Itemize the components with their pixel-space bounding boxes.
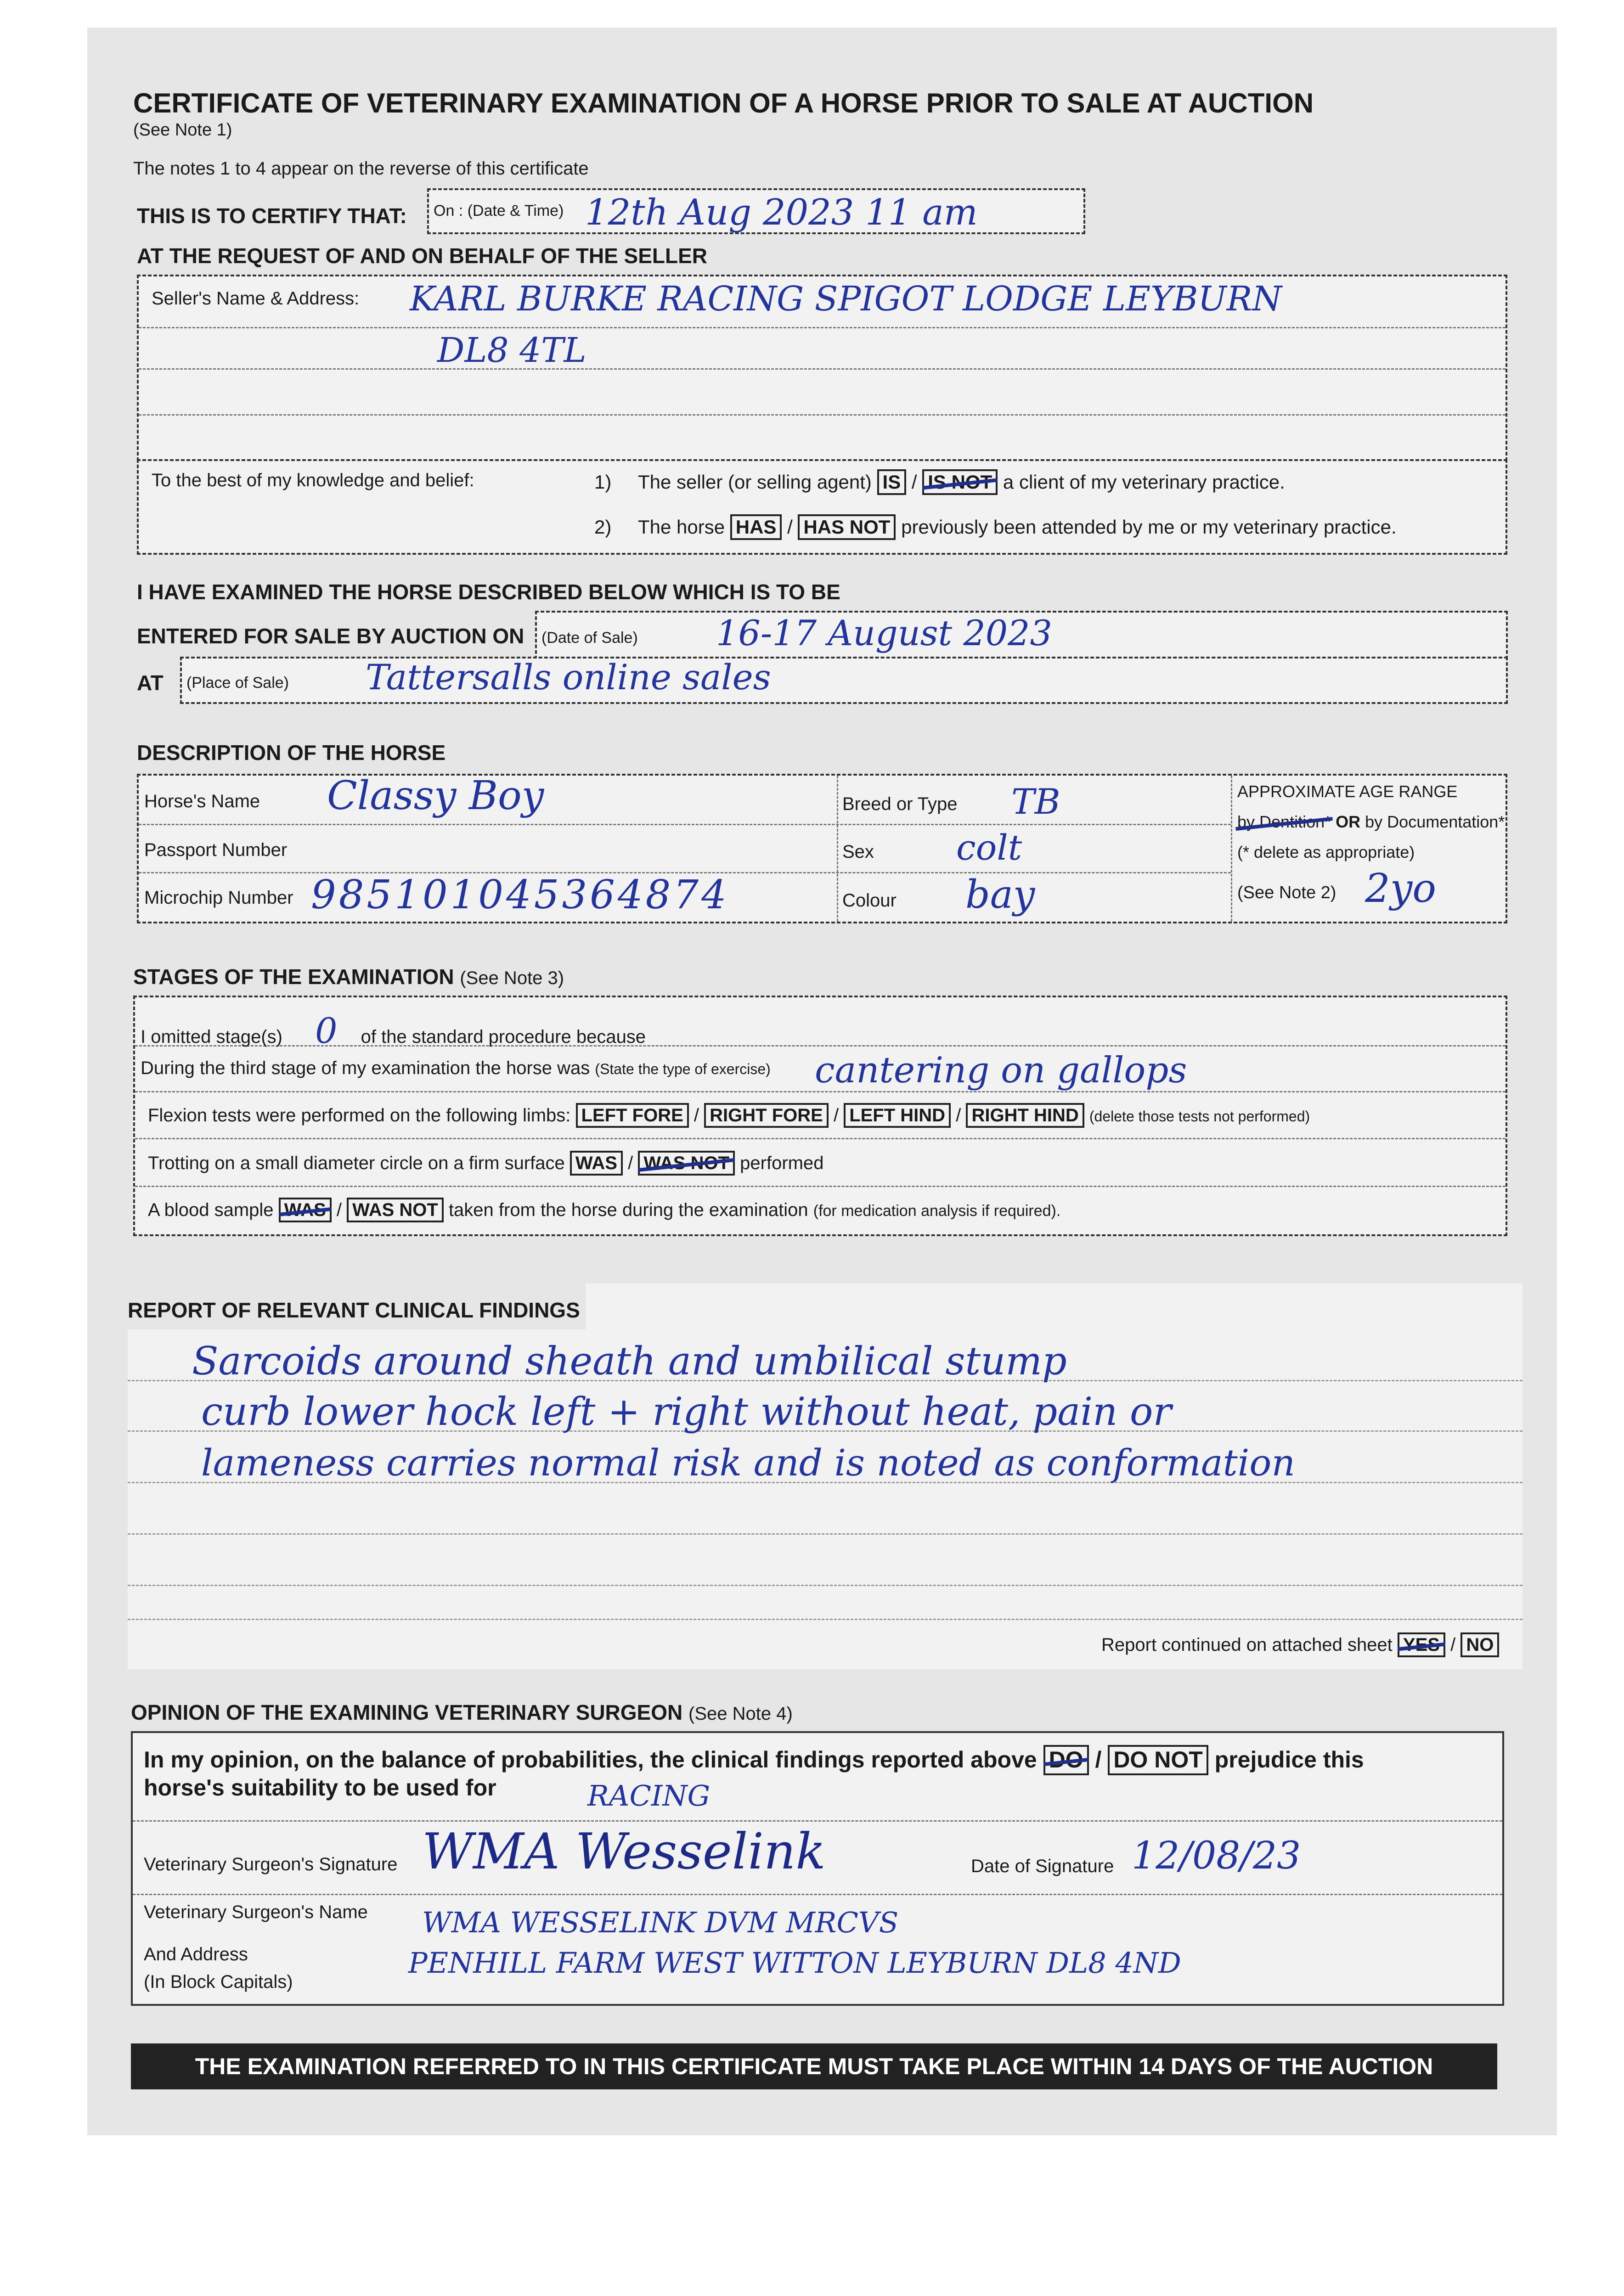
row-divider [135,1186,1506,1187]
sale-date-value: 16-17 August 2023 [716,613,1052,653]
date-time-field[interactable] [427,188,1085,234]
report-line-3[interactable]: lameness carries normal risk and is noted as conformation [201,1441,1295,1484]
stages-heading-row [133,964,564,989]
vet-address-label: And Address [144,1944,248,1964]
item1-number: 1) [594,471,612,493]
microchip-value[interactable]: 985101045364874 [311,872,729,918]
date-time-value: 12th Aug 2023 11 am [585,192,978,233]
report-continued-row [1101,1632,1499,1657]
column-divider [837,776,838,922]
opinion-heading-row [131,1700,793,1725]
omitted-value[interactable]: 0 [315,1010,338,1051]
request-label: AT THE REQUEST OF AND ON BEHALF OF THE SELLER [137,244,707,268]
column-divider [1231,776,1232,922]
breed-label: Breed or Type [842,794,958,814]
seller-line-divider [139,414,1506,416]
item2-text: The horse [637,516,725,538]
by-documentation-option[interactable]: by Documentation* [1365,812,1505,831]
third-stage-row [141,1058,771,1079]
stages-heading-note: (See Note 3) [460,968,564,988]
date-of-signature-label: Date of Signature [971,1856,1114,1876]
age-value[interactable]: 2yo [1365,866,1437,912]
by-dentition-option[interactable]: by Dentition* [1237,812,1331,831]
report-rule [128,1533,1522,1535]
blood-post: taken from the horse during the examination [448,1200,808,1220]
certificate-title: CERTIFICATE OF VETERINARY EXAMINATION OF A HORSE PRIOR TO SALE AT AUCTION [133,88,1314,118]
horse-name-value[interactable]: Classy Boy [327,773,544,819]
item2-number: 2) [594,516,612,538]
continued-yes-option[interactable]: YES [1398,1632,1445,1657]
knowledge-label: To the best of my knowledge and belief: [152,470,474,490]
colour-value[interactable]: bay [965,872,1035,917]
block-capitals-note: (In Block Capitals) [144,1972,293,1992]
row-divider [135,1091,1506,1092]
blood-note: (for medication analysis if required). [813,1202,1061,1220]
sale-place-value: Tattersalls online sales [366,657,771,698]
opinion-divider [133,1894,1502,1895]
has-not-option[interactable]: HAS NOT [798,514,896,540]
left-fore-option[interactable]: LEFT FORE [576,1103,689,1128]
opinion-text-line2: horse's suitability to be used for [144,1775,496,1801]
blood-was-option[interactable]: WAS [279,1198,332,1222]
blood-was-not-option[interactable]: WAS NOT [347,1198,444,1222]
use-value[interactable]: RACING [587,1779,710,1812]
flexion-row [148,1103,1310,1128]
seller-line1[interactable]: KARL BURKE RACING SPIGOT LODGE LEYBURN [410,279,1282,319]
third-stage-note: (State the type of exercise) [595,1061,771,1077]
trot-separator: / [628,1153,633,1173]
stages-heading: STAGES OF THE EXAMINATION [133,965,454,989]
has-option[interactable]: HAS [730,514,782,540]
vet-name-label: Veterinary Surgeon's Name [144,1902,368,1922]
report-heading: REPORT OF RELEVANT CLINICAL FINDINGS [128,1298,580,1322]
notes-intro: The notes 1 to 4 appear on the reverse of this certificate [133,158,589,179]
do-not-option[interactable]: DO NOT [1108,1745,1208,1775]
trot-post: performed [740,1153,824,1173]
left-hind-option[interactable]: LEFT HIND [844,1103,951,1128]
signature-label: Veterinary Surgeon's Signature [144,1854,398,1874]
seller-line-divider [139,368,1506,370]
row-divider [139,824,1231,825]
seller-box [137,275,1507,461]
opinion-heading: OPINION OF THE EXAMINING VETERINARY SURGEON [131,1700,683,1724]
flexion-label: Flexion tests were performed on the following limbs: [148,1105,571,1125]
date-time-label: On : (Date & Time) [434,202,564,219]
opinion-box [131,1731,1504,2006]
seller-label: Seller's Name & Address: [152,288,360,309]
blood-label: A blood sample [148,1200,274,1220]
breed-value[interactable]: TB [1011,781,1060,822]
footer-banner [131,2043,1497,2089]
microchip-label: Microchip Number [144,888,293,908]
horse-name-label: Horse's Name [144,791,260,811]
sex-label: Sex [842,842,874,862]
trot-was-not-option[interactable]: WAS NOT [638,1151,735,1176]
omitted-row [141,1010,646,1051]
right-fore-option[interactable]: RIGHT FORE [704,1103,829,1128]
report-box [128,1329,1522,1669]
sale-date-field[interactable] [535,611,1508,659]
age-heading: APPROXIMATE AGE RANGE [1237,782,1458,801]
row-divider [135,1138,1506,1139]
stages-box [133,996,1507,1236]
at-label: AT [137,671,164,695]
footer-text: THE EXAMINATION REFERRED TO IN THIS CERTIFICATE MUST TAKE PLACE WITHIN 14 DAYS OF THE AUCTION [195,2054,1433,2079]
trot-row [148,1151,823,1176]
horse-heading: DESCRIPTION OF THE HORSE [137,741,446,765]
sale-place-label: (Place of Sale) [186,674,289,692]
flexion-separator: / [694,1105,699,1125]
report-line-2[interactable]: curb lower hock left + right without heat, pain or [201,1389,1172,1434]
report-line-1[interactable]: Sarcoids around sheath and umbilical stump [192,1339,1067,1384]
item2-text-post: previously been attended by me or my veterinary practice. [901,516,1397,538]
is-not-option[interactable]: IS NOT [922,469,998,495]
seller-line-divider [139,327,1506,328]
sale-heading: I HAVE EXAMINED THE HORSE DESCRIBED BELOW WHICH IS TO BE [137,580,840,604]
vet-address-value[interactable]: PENHILL FARM WEST WITTON LEYBURN DL8 4ND [408,1946,1181,1980]
omitted-label: I omitted stage(s) [141,1027,283,1047]
item1-text-post: a client of my veterinary practice. [1003,471,1285,493]
vet-name-value[interactable]: WMA WESSELINK DVM MRCVS [422,1906,899,1939]
horse-description-table [137,774,1507,923]
right-hind-option[interactable]: RIGHT HIND [966,1103,1084,1128]
report-rule [128,1619,1522,1620]
see-note-1: (See Note 1) [133,120,232,140]
opinion-heading-note: (See Note 4) [688,1704,793,1724]
seller-line2[interactable]: DL8 4TL [437,331,586,370]
is-option[interactable]: IS [877,469,907,495]
trot-was-option[interactable]: WAS [570,1151,623,1176]
item2-separator: / [787,516,793,538]
omitted-post: of the standard procedure because [361,1027,646,1047]
third-stage-value[interactable]: cantering on gallops [815,1050,1187,1091]
item1-separator: / [911,471,917,493]
colour-label: Colour [842,890,897,911]
third-stage-label: During the third stage of my examination the horse was [141,1058,590,1078]
signature-image[interactable]: WMA Wesselink [422,1823,826,1880]
do-option[interactable]: DO [1043,1745,1089,1775]
opinion-separator: / [1095,1747,1102,1773]
item1-text: The seller (or selling agent) [637,471,872,493]
blood-separator: / [336,1200,342,1220]
sale-date-label: (Date of Sale) [541,629,638,647]
seller-client-row [594,469,1285,495]
sale-place-field[interactable] [180,657,1508,704]
age-method-row [1237,812,1505,832]
opinion-statement [144,1745,1364,1775]
opinion-divider [133,1820,1502,1822]
flexion-note: (delete those tests not performed) [1089,1108,1310,1125]
knowledge-box [137,459,1507,555]
blood-row [148,1198,1060,1222]
opinion-text: In my opinion, on the balance of probabilities, the clinical findings reported above [144,1747,1037,1773]
horse-attended-row [594,514,1397,540]
continued-no-option[interactable]: NO [1460,1632,1499,1657]
report-rule [128,1585,1522,1586]
flexion-separator: / [833,1105,839,1125]
trot-label: Trotting on a small diameter circle on a firm surface [148,1153,565,1173]
flexion-separator: / [956,1105,961,1125]
age-delete-note: (* delete as appropriate) [1237,843,1415,861]
opinion-text-post: prejudice this [1214,1747,1364,1773]
certify-label: THIS IS TO CERTIFY THAT: [137,204,407,228]
age-see-note: (See Note 2) [1237,883,1336,902]
continued-separator: / [1450,1635,1456,1655]
age-or: OR [1336,812,1361,831]
sex-value[interactable]: colt [956,827,1022,868]
date-of-signature-value[interactable]: 12/08/23 [1132,1834,1301,1878]
entered-label: ENTERED FOR SALE BY AUCTION ON [137,624,524,648]
passport-label: Passport Number [144,840,288,860]
report-header-blank [586,1283,1522,1329]
report-continued-label: Report continued on attached sheet [1101,1635,1393,1655]
